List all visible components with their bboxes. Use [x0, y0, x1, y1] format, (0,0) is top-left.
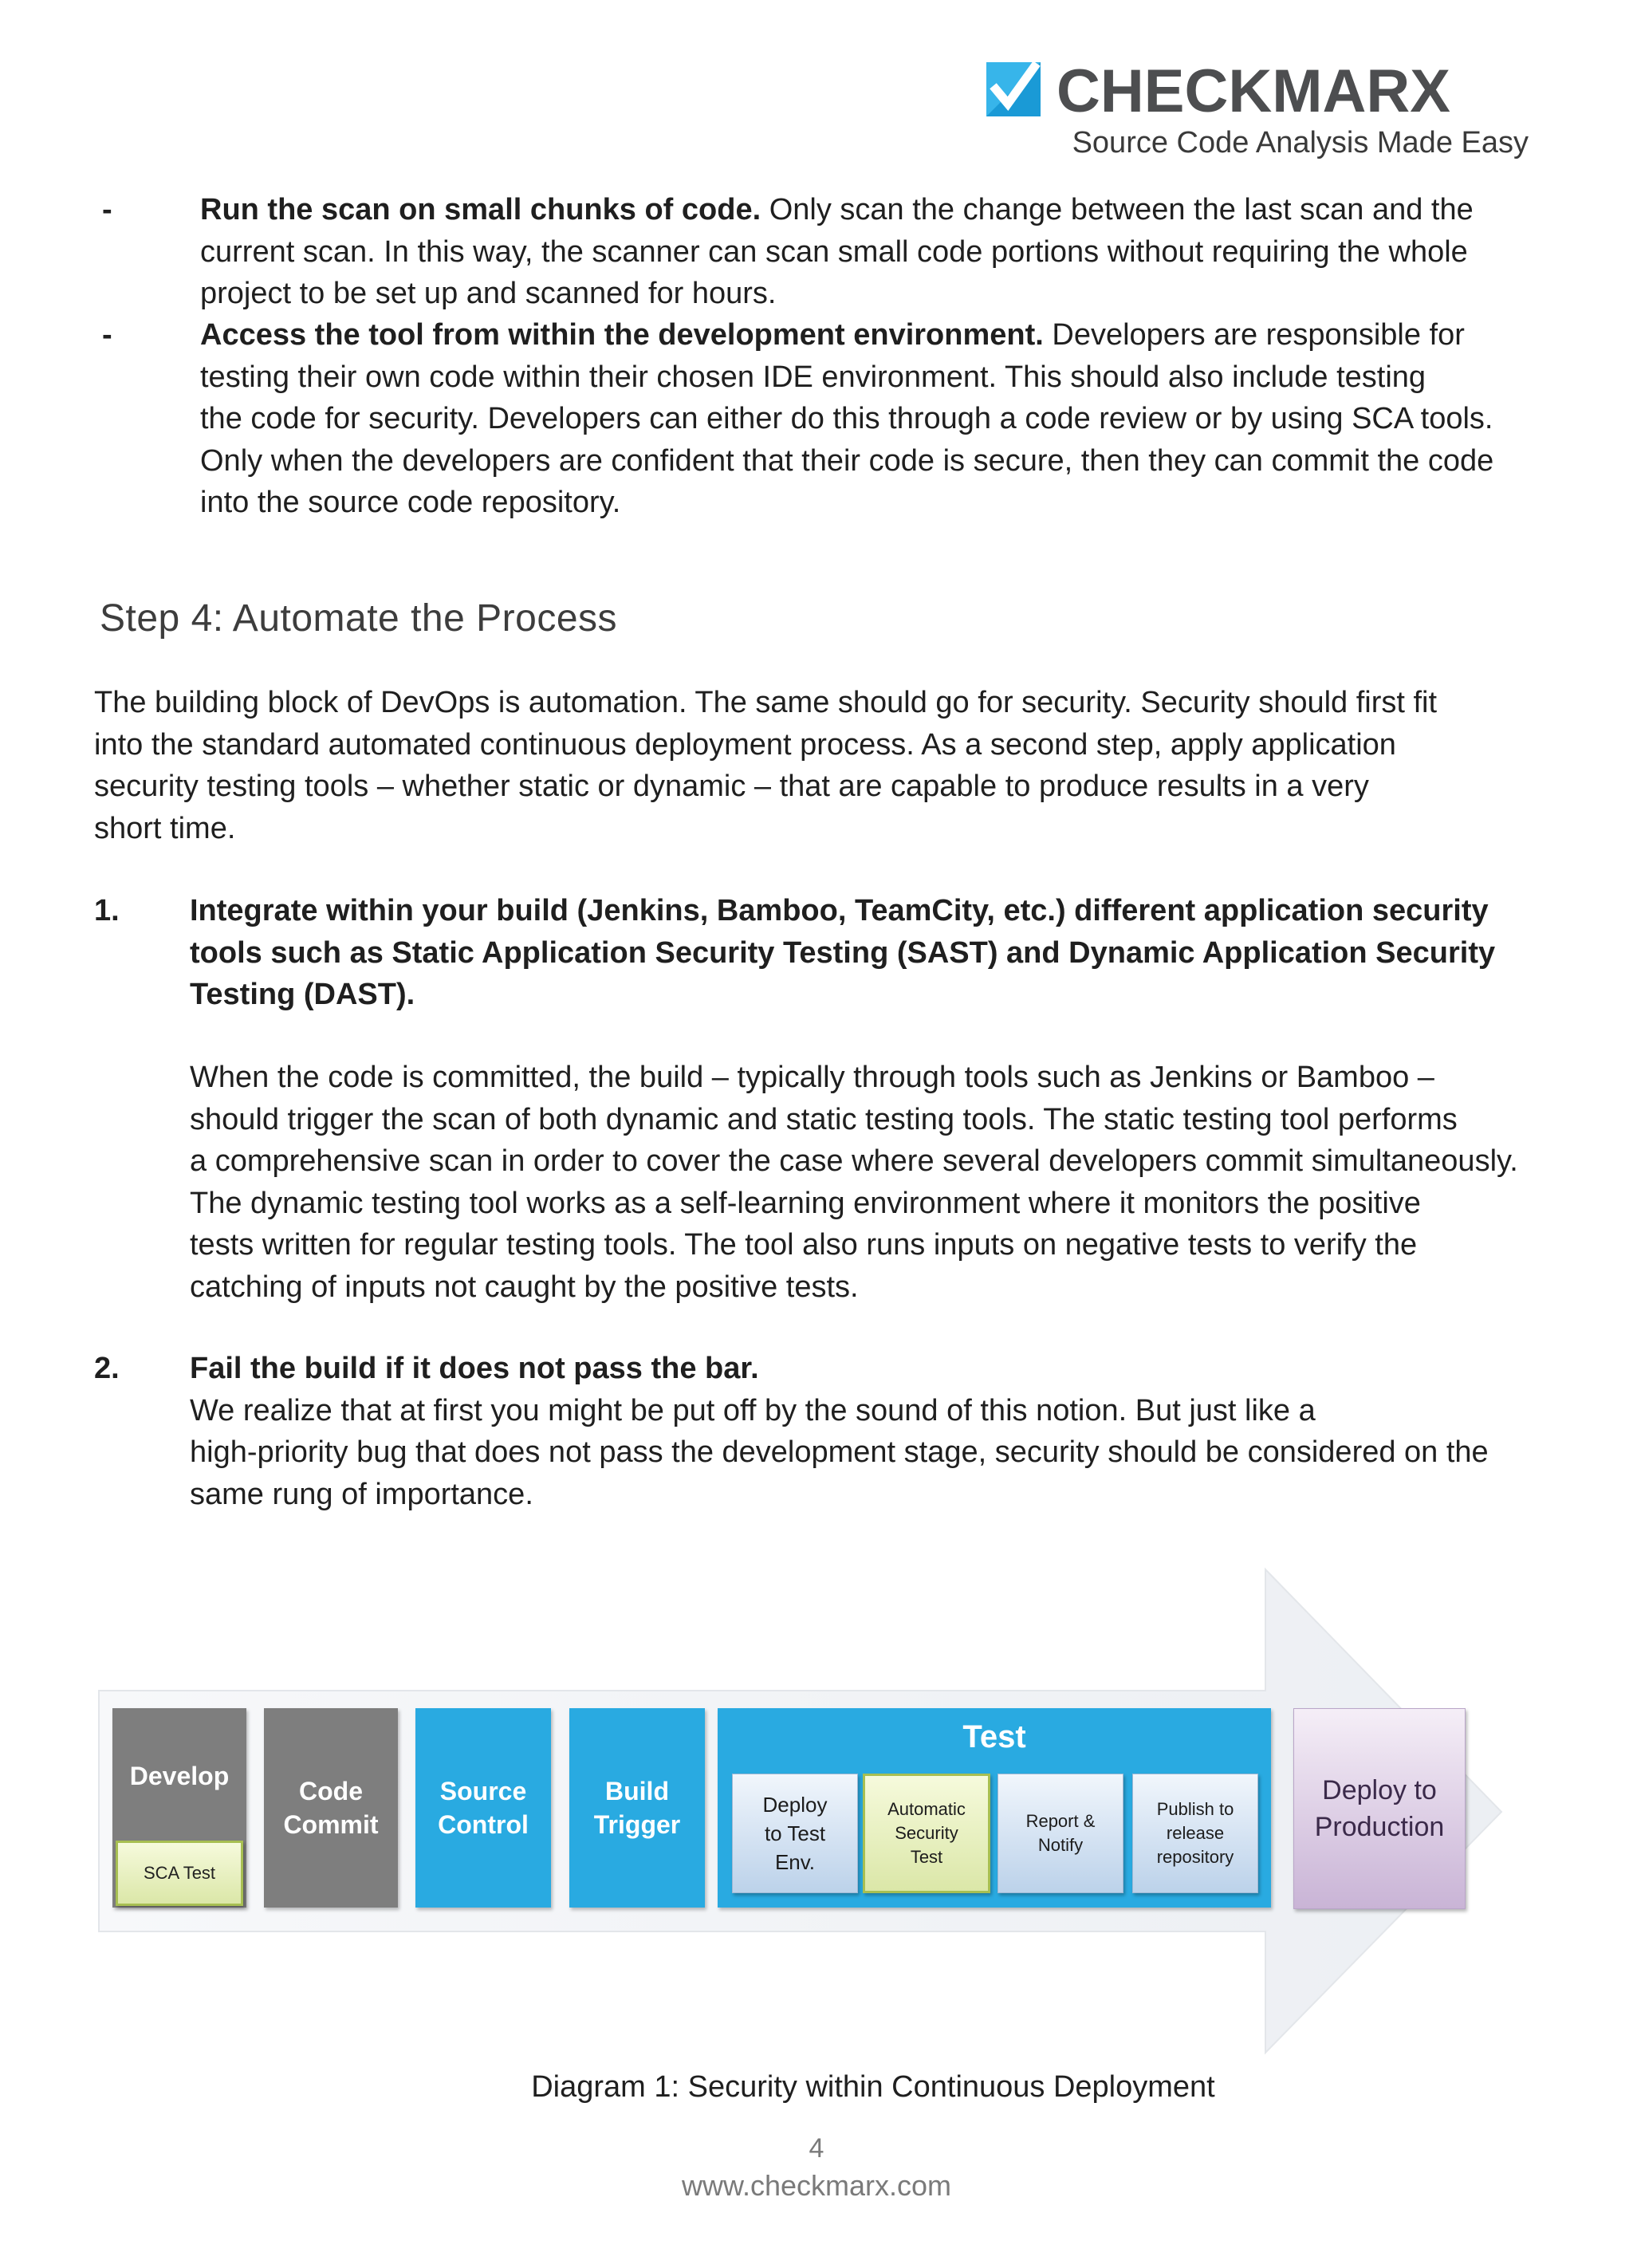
list-number: 1. — [94, 894, 120, 927]
bullet-item — [200, 189, 1588, 315]
bullet-lead: Access the tool from within the development environment. — [200, 318, 1044, 352]
test-title: Test — [962, 1719, 1026, 1754]
source-control-stage: Source Control — [415, 1708, 551, 1908]
automatic-security-test-box: Automatic Security Test — [863, 1774, 990, 1893]
checkmarx-logo — [986, 57, 1529, 166]
page-number: 4 — [809, 2133, 824, 2164]
numbered-item-title: Fail the build if it does not pass the bar. — [190, 1352, 759, 1385]
report-notify-box: Report & Notify — [998, 1774, 1123, 1893]
code-commit-stage: Code Commit — [264, 1708, 398, 1908]
bullet-line: Run the scan on small chunks of code. Only scan the change between the last scan and the — [200, 193, 1474, 226]
diagram-caption: Diagram 1: Security within Continuous Deployment — [531, 2070, 1215, 2104]
bullet-line: current scan. In this way, the scanner can scan small code portions without requiring the whole — [200, 234, 1468, 269]
numbered-item-body: When the code is committed, the build – typically through tools such as Jenkins or Bamboo – should trigger the scan of both dynamic and static testing tools. The static testing tool performs a comprehensive scan in order to cover the case where several developers commit simultaneously. The dynamic testing tool works as a self-learning environment where it monitors the positive tests written for regular testing tools. The tool also runs inputs on negative tests to verify the catching of inputs not caught by the positive tests. — [190, 1061, 1518, 1304]
section-heading: Step 4: Automate the Process — [100, 597, 618, 640]
intro-paragraph: The building block of DevOps is automation. The same should go for security. Security should first fit into the standard automated continuous deployment process. As a second step, apply application security testing tools – whether static or dynamic – that are capable to produce results in a very short time. — [94, 686, 1438, 845]
bullet-line: the code for security. Developers can either do this through a code review or by using SCA tools. — [200, 402, 1493, 435]
bullet-line: Only when the developers are confident that their code is secure, then they can commit the code — [200, 443, 1494, 478]
bullet-marker: - — [102, 193, 112, 226]
logo-tagline: Source Code Analysis Made Easy — [1072, 126, 1529, 159]
develop-label: Develop — [129, 1762, 230, 1790]
deploy-test-env-box: Deploy to Test Env. — [732, 1774, 858, 1893]
numbered-item: Fail the build if it does not pass the bar. We realize that at first you might be put off by the sound of this notion. But just like a high-priority bug that does not pass the development stage, security should be considered on the same rung of importance. — [190, 1348, 1593, 1515]
bullet-marker: - — [102, 318, 112, 352]
deploy-production-stage: Deploy to Production — [1293, 1708, 1466, 1909]
bullet-item — [200, 314, 1588, 524]
logo-wordmark: CHECKMARX — [1057, 57, 1450, 125]
sca-test-box: SCA Test — [116, 1841, 243, 1906]
bullet-line: Access the tool from within the development environment. Developers are responsible for — [200, 318, 1465, 352]
checkmark-icon — [986, 62, 1041, 116]
list-number: 2. — [94, 1352, 120, 1385]
build-trigger-stage: Build Trigger — [569, 1708, 705, 1908]
bullet-line: into the source code repository. — [200, 486, 621, 519]
bullet-lead: Run the scan on small chunks of code. — [200, 193, 761, 226]
footer-url: www.checkmarx.com — [681, 2169, 952, 2202]
publish-release-box: Publish to release repository — [1132, 1774, 1258, 1893]
numbered-item-title: Integrate within your build (Jenkins, Bamboo, TeamCity, etc.) different application security tools such as Static Application Security Testing (SAST) and Dynamic Application Security Testing (DAST). — [190, 894, 1496, 1011]
continuous-deployment-diagram — [0, 1563, 1633, 2057]
bullet-line: testing their own code within their chosen IDE environment. This should also include testing — [200, 360, 1426, 394]
bullet-line: project to be set up and scanned for hours. — [200, 277, 777, 310]
